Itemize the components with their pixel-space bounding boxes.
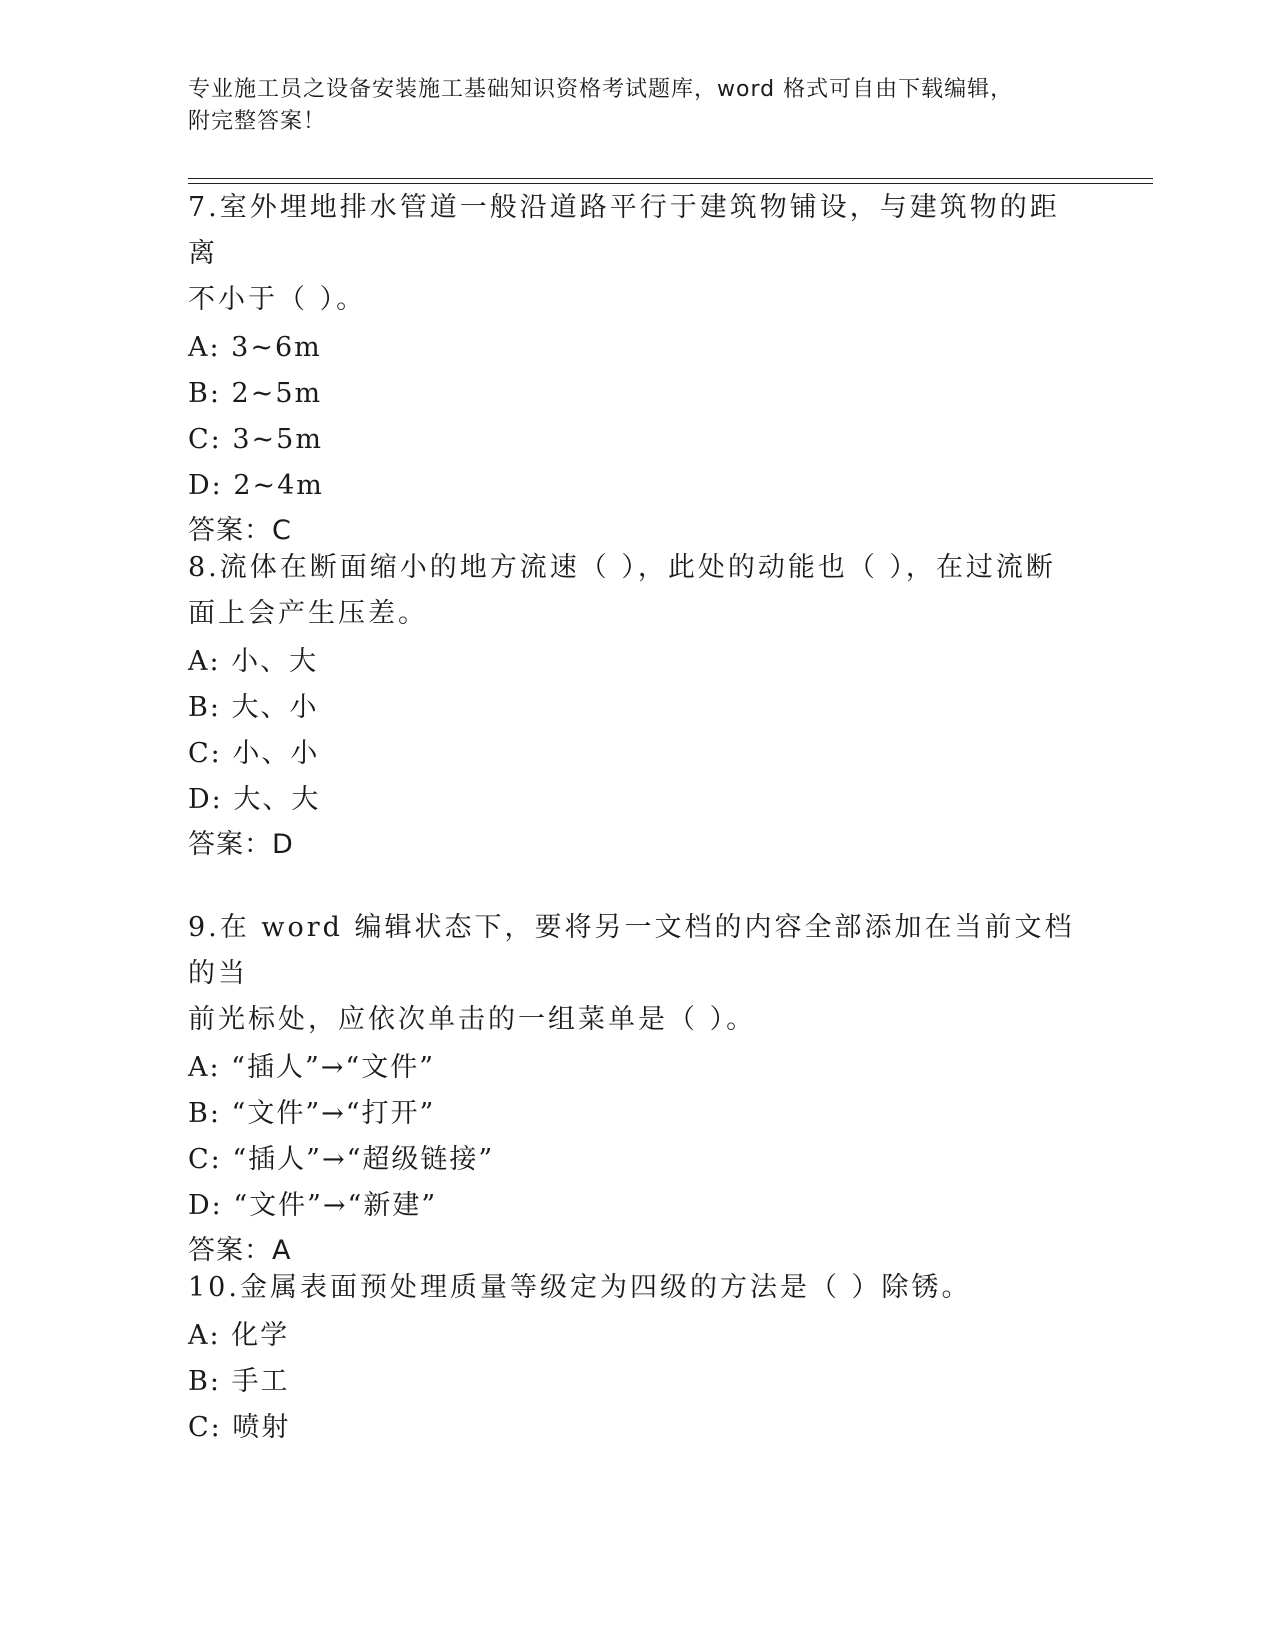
answer: 答案：A: [188, 1235, 292, 1266]
option-a: A: “插人”→“文件”: [188, 1052, 436, 1083]
option-b: B: “文件”→“打开”: [188, 1098, 436, 1129]
header-divider-top: [188, 178, 1153, 179]
option-d: D: “文件”→“新建”: [188, 1190, 438, 1221]
question-stem: 8.流体在断面缩小的地方流速（ ），此处的动能也（ ），在过流断: [188, 552, 1056, 583]
question-10: [188, 1265, 1088, 1451]
option-b: B: 大、小: [188, 692, 319, 723]
question-9: [188, 905, 1088, 1273]
option-c: C: 3~5m: [188, 424, 323, 455]
question-stem: 面上会产生压差。: [188, 598, 428, 629]
question-stem: 7.室外埋地排水管道一般沿道路平行于建筑物铺设，与建筑物的距离: [188, 192, 1060, 269]
question-7: [188, 185, 1088, 553]
option-c: C: “插人”→“超级链接”: [188, 1144, 495, 1175]
question-stem: 9.在 word 编辑状态下，要将另一文档的内容全部添加在当前文档的当: [188, 912, 1075, 989]
question-stem: 10.金属表面预处理质量等级定为四级的方法是（ ）除锈。: [188, 1272, 972, 1303]
option-c: C: 喷射: [188, 1412, 291, 1443]
option-d: D: 2~4m: [188, 470, 324, 501]
header-line-1: 专业施工员之设备安装施工基础知识资格考试题库，word 格式可自由下载编辑，: [188, 77, 1014, 102]
option-b: B: 手工: [188, 1366, 290, 1397]
header-line-2: 附完整答案！: [188, 109, 327, 134]
answer: 答案：C: [188, 515, 292, 546]
answer: 答案：D: [188, 829, 294, 860]
option-c: C: 小、小: [188, 738, 320, 769]
option-b: B: 2~5m: [188, 378, 323, 409]
document-header: [188, 74, 1068, 138]
question-8: [188, 545, 1088, 867]
option-d: D: 大、大: [188, 784, 321, 815]
option-a: A: 小、大: [188, 646, 319, 677]
question-stem: 不小于（ ）。: [188, 284, 367, 315]
header-divider-bottom: [188, 183, 1153, 184]
option-a: A: 化学: [188, 1320, 290, 1351]
option-a: A: 3~6m: [188, 332, 322, 363]
question-stem: 前光标处，应依次单击的一组菜单是（ ）。: [188, 1004, 757, 1035]
